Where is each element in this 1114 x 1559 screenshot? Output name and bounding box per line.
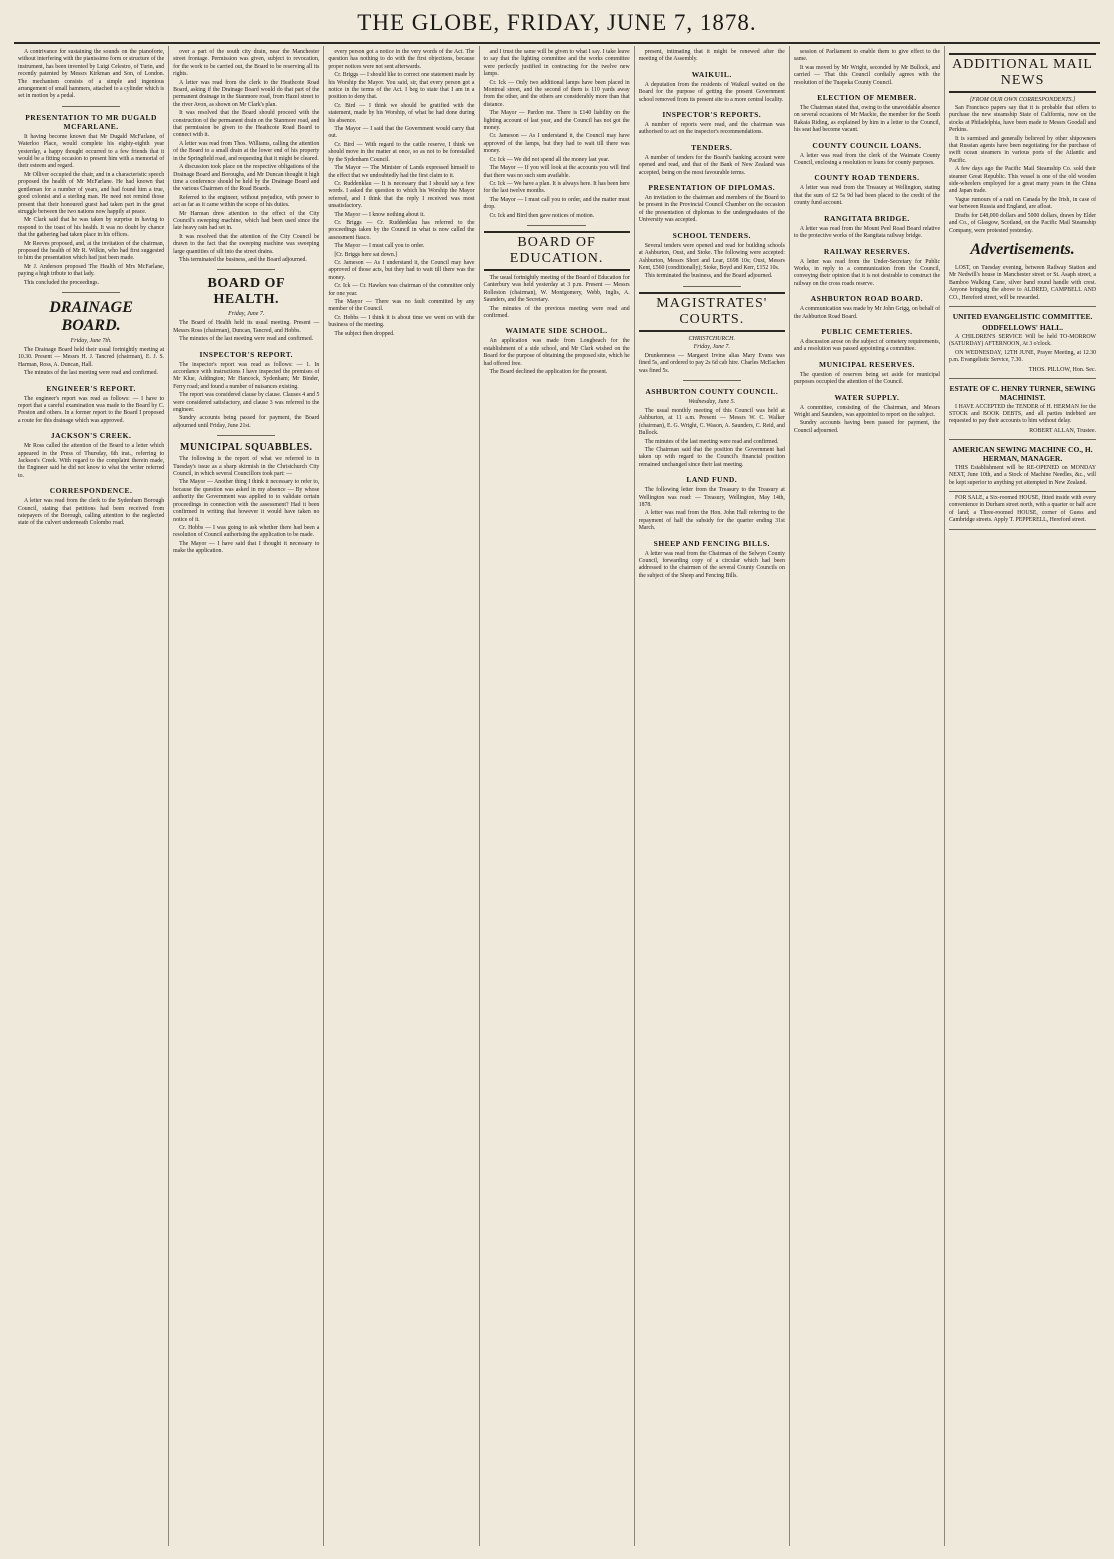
section-heading: RAILWAY RESERVES. (823, 246, 911, 256)
article-paragraph: Cr. Ick and Bird then gave notices of motion. (489, 212, 595, 219)
article-paragraph: A letter was read from the Hon. John Hall referring to the repayment of half the subsidy for the quarter ending 31st March. (638, 510, 785, 532)
column-6 (790, 46, 945, 1546)
ad-body: THIS Establishment will be RE-OPENED on MONDAY NEXT, June 10th, and a Stock of Machine Needles, &c., will be kept superior to anything yet attempted in New Zealand. (949, 464, 1097, 486)
article-paragraph: Cr. Bird — I think we should be gratified with the statement, made by his Worship, of what he had done during his absence. (328, 102, 475, 124)
article-paragraph: The Board of Health held its usual meeting. Present — Messrs Ross (chairman), Duncan, Tancred, and Hobbs. (173, 320, 320, 334)
article-paragraph: The engineer's report was read as follows: — I have to report that a careful examination was made to the Board by C. Preston and others. In a former report to the Board I proposed a route for this drainage which was approved. (18, 395, 165, 424)
article-paragraph: A discussion arose on the subject of cemetery requirements, and a resolution was passed appointing a committee. (793, 338, 941, 353)
article-paragraph: The following is the report of what we referred to in Tuesday's issue as a sharp skirmish in the Christchurch City Council, in which several Councillors took part: — (173, 456, 320, 478)
article-paragraph: Cr. Jameson — As I understand it, the Council may have approved of those acts, but they had to wait till there was the money. (328, 259, 475, 281)
masthead-title: THE GLOBE, FRIDAY, JUNE 7, 1878. (357, 10, 757, 35)
section-heading: COUNTY COUNCIL LOANS. (812, 140, 922, 150)
ad-subtitle: ODDFELLOWS' HALL. (982, 322, 1063, 332)
column-5 (635, 46, 790, 1546)
article-paragraph: It was resolved that the attention of the City Council be drawn to the fact that the sweeping machine was sweeping large quantities of silt into the street drains. (173, 233, 320, 255)
article-paragraph: It was moved by Mr Wright, seconded by Mr Bullock, and carried — That this Council cordially agrees with the resolution of the Tuapeka County Council. (793, 64, 941, 86)
dateline: Friday, June 7th. (70, 337, 112, 344)
divider (683, 380, 741, 381)
article-paragraph: Mr Clark said that he was taken by surprise in having to respond to the toast of his health. It was no doubt by chance that the gathering had taken place in his offices. (18, 217, 165, 239)
article-paragraph: [Cr. Briggs here sat down.] (334, 251, 398, 258)
advertisement (949, 307, 1096, 379)
section-heading: INSPECTOR'S REPORT. (199, 349, 294, 359)
article-paragraph: The minutes of the last meeting were read and confirmed. (24, 370, 158, 377)
ad-title: UNITED EVANGELISTIC COMMITTEE. (952, 311, 1093, 321)
article-heading: BOARD OF EDUCATION. (484, 231, 630, 271)
section-heading: SHEEP AND FENCING BILLS. (653, 538, 770, 548)
article-paragraph: Mr Reeves proposed, and, at the invitation of the chairman, proposed the health of Mr R. Wilkin, who had first suggested to him the presentation which had just been made. (18, 240, 165, 262)
dateline: Friday, June 7. (693, 343, 730, 350)
column-4 (480, 46, 635, 1546)
article-paragraph: Mr Ross called the attention of the Board to a letter which appeared in the Press of Thursday, 6th inst., referring to Jackson's Creek. With regard to the complaint therein made, the Engineer said he did not know to what the writer referred to. (18, 443, 165, 479)
article-paragraph: Cr. Ick — Cr. Hawkes was chairman of the committee only for one year. (328, 283, 475, 297)
article-paragraph: The minutes of the last meeting were read and confirmed. (644, 438, 779, 445)
ad-title: AMERICAN SEWING MACHINE CO., H. HERMAN, MANAGER. (952, 444, 1093, 463)
article-paragraph: This concluded the proceedings. (24, 279, 100, 286)
section-heading: JACKSON'S CREEK. (50, 431, 132, 441)
article-paragraph: A letter was read from Thos. Williams, calling the attention of the Board to a small drain at the lower end of his property in the Springfield road, and requesting that it might be cleared. (173, 140, 320, 162)
section-heading: MUNICIPAL RESERVES. (819, 359, 915, 369)
article-paragraph: The Drainage Board held their usual fortnightly meeting at 10.30. Present — Messrs H. J. Tancred (chairman), E. J. S. Harman, Ross, A. Duncan, Hall. (18, 346, 165, 368)
section-heading: RANGITATA BRIDGE. (824, 213, 910, 223)
article-paragraph: The Chairman stated that, owing to the unavoidable absence on several occasions of Mr Mackie, the member for the South Rakaia Riding, as explained by him in a letter to the Council, his seat had become vacant. (793, 105, 941, 134)
article-paragraph: A committee, consisting of the Chairman, and Messrs Wright and Saunders, was appointed to report on the subject. (793, 404, 941, 418)
ad-signature: THOS. PILLOW, Hon. Sec. (1028, 366, 1097, 373)
article-paragraph: Mr Harman drew attention to the effect of the City Council's sweeping machine, which had been used since the late heavy rain had set in. (173, 210, 320, 232)
section-heading: LAND FUND. (686, 475, 738, 485)
divider (62, 106, 120, 107)
article-paragraph: The usual monthly meeting of this Council was held at Ashburton, at 11 a.m. Present — Messrs W. C. Walker (chairman), E. G. Wright, C. Wason, A. Saunders, C. Reid, and Bullock. (638, 407, 785, 437)
article-heading: DRAINAGE BOARD. (49, 298, 133, 334)
article-paragraph: Sundry accounts having been passed for payment, the Council adjourned. (793, 420, 941, 434)
article-paragraph: An application was made from Longbeach for the establishment of a side school, and Mr Clark wished on the Board for the purpose of obtaining the proposed site, which he had offered free. (483, 338, 630, 367)
article-paragraph: A letter was read from the Treasury at Wellington, stating that the sum of £2 5s 9d had been placed to the credit of the county fund account. (793, 185, 941, 207)
article-paragraph: Cr. Hobbs — I think it is about time we went on with the business of the meeting. (328, 314, 475, 329)
article-paragraph: and I trust the same will be given to what I say. I take leave to say that the lighting committee and the works committee were perfectly justified in contracting for the twelve new lamps. (483, 49, 630, 78)
masthead (14, 10, 1100, 40)
article-paragraph: A deputation from the residents of Waikuil waited on the Board for the purpose of getting the present Government school removed from its present site to a more central locality. (638, 81, 785, 103)
ad-body: A CHILDREN'S SERVICE Will be held TO-MORROW (SATURDAY) AFTERNOON, At 3 o'clock. (949, 333, 1097, 348)
advertisement (949, 262, 1096, 307)
article-paragraph: The Mayor — I must call you to order, and the matter must drop. (483, 196, 630, 211)
article-subheading: CHRISTCHURCH. (688, 335, 736, 342)
section-heading: WATER SUPPLY. (834, 392, 900, 402)
article-paragraph: The Chairman said that the position the Government had taken up with regard to the Council's financial position remained unchanged since their last meeting. (638, 446, 785, 468)
article-paragraph: The Mayor — I must call you to order. (334, 243, 425, 250)
article-paragraph: Cr. Ruddenklau — It is necessary that I should say a few words. I asked the question to which his Worship the Mayor referred, and I think that the reply I received was most unsatisfactory. (328, 180, 475, 210)
article-paragraph: Cr. Ick — We did not spend all the money last year. (489, 156, 610, 163)
article-paragraph: Cr. Briggs — Cr. Ruddenklau has referred to the proceedings taken by the Council in what is now called the assessment fiasco. (328, 219, 475, 241)
section-heading: ENGINEER'S REPORT. (46, 383, 136, 393)
dateline: Wednesday, June 5. (688, 398, 736, 405)
article-paragraph: The usual fortnightly meeting of the Board of Education for Canterbury was held yesterday at 3 p.m. Present — Messrs Rolleston (chairman), W. Montgomery, Webb, Inglis, A. Saunders, and the Secretary. (483, 274, 630, 304)
article-heading: ADDITIONAL MAIL NEWS (949, 53, 1096, 93)
article-paragraph: Cr. Jameson — As I understand it, the Council may have approved of the lamps, but they had to wait till there was money. (483, 133, 630, 155)
section-heading: PRESENTATION OF DIPLOMAS. (648, 183, 776, 193)
divider (62, 292, 120, 293)
article-paragraph: A letter was read from the clerk to the Heathcote Road Board, asking if the Drainage Board would do that part of the permanent drainage in the Stanmore road, from Hazel street to the river Avon, as shown on Mr Clark's plan. (173, 79, 320, 108)
article-paragraph: A discussion took place on the respective obligations of the Drainage Board and Boroughs, and Mr Duncan thought it high time a conference should be held by the Drainage Board and the various Chairmen of the Road Boards. (173, 164, 320, 193)
divider (217, 269, 275, 270)
divider (527, 225, 585, 226)
article-paragraph: A letter was read from the Mount Peel Road Board relative to the protective works of the Rangitata railway bridge. (793, 225, 941, 240)
article-paragraph: This terminated the business, and the Board adjourned. (644, 273, 773, 280)
divider (217, 435, 275, 436)
article-paragraph: session of Parliament to enable them to give effect to the same. (793, 49, 941, 63)
article-paragraph: Cr. Bird — With regard to the cattle reserve, I think we should move in the matter at once, so as not to be forestalled by the Sydenham Council. (328, 141, 475, 163)
article-paragraph: Cr. Briggs — I should like to correct one statement made by his Worship the Mayor. You said, sir, that every person got a notice in the terms of the Act. I beg to state that I am in a position to deny that. (328, 72, 475, 101)
article-paragraph: A few days ago the Pacific Mail Steamship Co. sold their steamer Great Republic. This vessel is one of the old wooden side-wheelers employed for a great many years in the China and Japan trade. (949, 166, 1097, 195)
article-paragraph: The Board declined the application for the present. (489, 369, 608, 375)
column-1 (14, 46, 169, 1546)
article-heading: ASHBURTON COUNTY COUNCIL. (645, 386, 779, 396)
article-paragraph: The minutes of the previous meeting were read and confirmed. (483, 305, 630, 319)
article-paragraph: The Mayor — I said that the Government would carry that out. (328, 126, 475, 140)
ad-title: ESTATE OF C. HENRY TURNER, SEWING MACHINIST. (949, 383, 1096, 402)
advertisement (949, 492, 1096, 530)
article-paragraph: over a part of the south city drain, near the Manchester street frontage. Permission was given, subject to revocation, for the work to be carried out, the Board to be reserving all its rights. (173, 49, 320, 78)
article-paragraph: This terminated the business, and the Board adjourned. (179, 256, 307, 263)
section-heading: WAIMATE SIDE SCHOOL. (505, 326, 608, 336)
column-3 (324, 46, 479, 1546)
article-paragraph: The Mayor — Pardon me. There is £140 liability on the lighting account of last year, and the Council has not got the money. (483, 110, 630, 132)
article-paragraph: Referred to the engineer, without prejudice, with power to act as far as it came within the scope of his duties. (173, 194, 320, 209)
ad-body: ON WEDNESDAY, 12TH JUNE, Prayer Meeting, at 12.30 p.m. Evangelistic Service, 7.30. (949, 349, 1097, 364)
section-heading: COUNTY ROAD TENDERS. (814, 173, 920, 183)
article-subheading: [FROM OUR OWN CORRESPONDENTS.] (969, 97, 1076, 103)
article-paragraph: Mr J. Anderson proposed The Health of Mrs McFarlane, paying a high tribute to that lady. (18, 263, 165, 278)
article-paragraph: A letter was read from the Chairman of the Selwyn County Council, forwarding copy of a circular which had been addressed to the chairmen of the several County Councils on the subject of the Sheep and Fencing Bills. (638, 550, 785, 579)
article-paragraph: Drafts for £48,000 dollars and 5000 dollars, drawn by Elder and Co., of Glasgow, Scotland, on the Pacific Mail Steamship Company, were protested yesterday. (949, 212, 1097, 234)
article-paragraph: A communication was made by Mr John Grigg, on behalf of the Ashburton Road Board. (793, 306, 941, 320)
advertisement (949, 379, 1096, 440)
columns (14, 46, 1100, 1546)
article-paragraph: Several tenders were opened and read for building schools at Ashburton, Oust, and Stoke. The following were accepted: Ashburton, Messrs Short and Lear, £698 10s; Oust, Messrs Kent, £560 (conditionally); Stoke, Boyd and Kerr, £152 10s. (638, 242, 785, 271)
article-paragraph: Sundry accounts being passed for payment, the Board adjourned until Friday, June 21st. (173, 415, 320, 429)
article-paragraph: The following letter from the Treasury to the Treasury at Wellington was read: — Treasury, Wellington, May 14th, 1878. (638, 487, 785, 508)
article-paragraph: A letter was read from the clerk to the Sydenham Borough Council, stating that petitions had been received from ratepayers of the Borough, calling attention to the neglected state of the culvert underneath Colombo road. (18, 498, 165, 527)
divider (683, 286, 741, 287)
section-heading: WAIKUIL. (691, 69, 732, 79)
article-paragraph: The Mayor — I have said that I thought it necessary to make the application. (173, 540, 320, 555)
article-paragraph: A letter was read from the clerk of the Waimate County Council, enclosing a resolution re loans for county purposes. (793, 152, 941, 167)
column-2 (169, 46, 324, 1546)
ad-body: I HAVE ACCEPTED the TENDER of H. HERMAN for the STOCK and BOOK DEBTS, and all parties indebted are requested to pay their accounts to him without delay. (949, 403, 1097, 425)
article-paragraph: A contrivance for sustaining the sounds on the pianoforte, without interfering with the pianissimo form or structure of the instrument, has been invented by Luigi Celestro, of Turin, and recently patented by Messrs Kirkman and Son, of London. The mechanism consists of a simple and ingenious arrangement of small hammers, attached to a cylinder which is set in motion by a pedal. (18, 49, 165, 100)
article-heading: PRESENTATION TO MR DUGALD MCFARLANE. (25, 112, 157, 131)
ad-body: FOR SALE, a Six-roomed HOUSE, fitted inside with every convenience in Durham street north, with a quarter or half acre of land; a Three-roomed HOUSE, corner of Guess and Cambridge streets. Apply T. PEPPERELL, Hereford street. (949, 495, 1097, 524)
article-paragraph: present, intimating that it might be renewed after the meeting of the Assembly. (638, 49, 785, 63)
article-paragraph: every person got a notice in the very words of the Act. The question has nothing to do with the first objections, because proper notices were not sent afterwards. (328, 49, 475, 70)
article-paragraph: San Francisco papers say that it is probable that offers to purchase the new steamship State of California, now on the stocks at Philadelphia, have been made to Messrs Goodall and Perkins. (949, 105, 1097, 134)
article-paragraph: Mr Olliver occupied the chair, and in a characteristic speech proposed the health of Mr McFarlane. He had known that gentleman for a number of years, and had found him a true, good colonist and a sterling man. He need not remind those present that their honoured guest had taken part in the great struggle between the two nations now happily at peace. (18, 171, 165, 215)
article-paragraph: The inspector's report was read as follows: — 1. In accordance with instructions I have inspected the premises of Mr Klue, Addington; Mr Hancock, Sydenham; Mr Binder, Ferry road; and found a number of nuisances existing. (173, 361, 320, 390)
article-heading: MAGISTRATES' COURTS. (639, 292, 785, 332)
section-heading: INSPECTOR'S REPORTS. (662, 110, 762, 120)
ad-body: LOST, on Tuesday evening, between Railway Station and Mr Nedwill's house in Manchester street or St. Asaph street, a Bamboo Walking Cane, silver band round handle with crest. Anyone bringing the above to ALDRED, CAMPBELL AND CO., Hereford street, will be rewarded. (949, 264, 1097, 301)
article-paragraph: A number of tenders for the Board's banking account were opened and read, and that of the Bank of New Zealand was accepted, being on the most favourable terms. (638, 154, 785, 176)
article-paragraph: The Mayor — There was no fault committed by any member of the Council. (328, 299, 475, 313)
article-paragraph: Cr. Ick — We have a plan. It is always here. It has been here for the last twelve months. (483, 180, 630, 195)
advertisements-heading: Advertisements. (970, 240, 1075, 258)
article-paragraph: The subject then dropped. (334, 330, 395, 337)
article-paragraph: It having become known that Mr Dugald McFarlane, of Waterloo Place, would complete his eighty-eighth year yesterday, a happy thought occurred to a few friends that it would be a fitting occasion to present him with a memorial of their esteem and regard. (18, 133, 165, 170)
section-heading: TENDERS. (691, 142, 733, 152)
article-paragraph: A number of reports were read, and the chairman was authorised to act on the inspector's recommendations. (638, 122, 785, 136)
ad-signature: ROBERT ALLAN, Trustee. (1029, 427, 1097, 434)
masthead-rule (14, 42, 1100, 44)
section-heading: ASHBURTON ROAD BOARD. (810, 294, 924, 304)
section-heading: CORRESPONDENCE. (49, 486, 133, 496)
article-paragraph: The Mayor — I know nothing about it. (334, 211, 425, 218)
article-paragraph: Vague rumours of a raid on Canada by the Irish, in case of war between Russia and England, are afloat. (949, 196, 1097, 211)
article-paragraph: It is surmised and generally believed by other shipowners that Russian agents have been negotiating for the purchase of swift ocean steamers in various ports of the Atlantic and Pacific. (949, 135, 1097, 164)
article-paragraph: The Mayor — If you will look at the accounts you will find that there was no such sum available. (483, 165, 630, 179)
article-paragraph: The minutes of the last meeting were read and confirmed. (179, 336, 314, 343)
section-heading: PUBLIC CEMETERIES. (821, 326, 913, 336)
section-heading: SCHOOL TENDERS. (672, 230, 751, 240)
article-paragraph: Drunkenness — Margaret Irvine alias Mary Evans was fined 5s, and ordered to pay 2s 6d cab hire. Charles McEachen was fined 5s. (638, 352, 785, 374)
article-paragraph: Cr. Ick — Only two additional lamps have been placed in Montreal street, and the second of them is 110 yards away from the other, and the others are considerably more than that distance. (483, 79, 630, 108)
article-heading: BOARD OF HEALTH. (207, 276, 285, 308)
article-paragraph: An invitation to the chairman and members of the Board to be present in the Provincial Council Chamber on the occasion of the presentation of diplomas to the undergraduates of the University was accepted. (638, 195, 785, 224)
article-heading: MUNICIPAL SQUABBLES. (179, 442, 313, 454)
article-paragraph: Cr. Hobbs — I was going to ask whether there had been a resolution of Council authorising the application to be made. (173, 524, 320, 539)
article-paragraph: A letter was read from the Under-Secretary for Public Works, in reply to a communication from the Council, conveying their opinion that it is not desirable to construct the railway on the cross roads reserve. (793, 258, 941, 287)
article-paragraph: The report was considered clause by clause. Clauses 4 and 5 were considered satisfactory, and clause 3 was referred to the engineer. (173, 392, 320, 414)
column-7 (945, 46, 1100, 1546)
advertisement (949, 440, 1096, 492)
section-heading: ELECTION OF MEMBER. (817, 93, 917, 103)
dateline: Friday, June 7. (228, 311, 265, 318)
article-paragraph: The question of reserves being set aside for municipal purposes occupied the attention of the Council. (793, 371, 941, 386)
article-paragraph: It was resolved that the Board should proceed with the construction of the permanent drain on the Stanmore road, and that permission be given to the Heathcote Road Board to connect with it. (173, 110, 320, 139)
article-paragraph: The Mayor — The Minister of Lands expressed himself to the effect that we undoubtedly had the first claim to it. (328, 165, 475, 179)
article-paragraph: The Mayor — Another thing I think it necessary to refer to, because the question was asked in my absence — By whose authority the Government was applied to to validate certain proceedings in connection with the assessment? Had it been confirmed in writing that however it would have taken no notice of it. (173, 479, 320, 523)
